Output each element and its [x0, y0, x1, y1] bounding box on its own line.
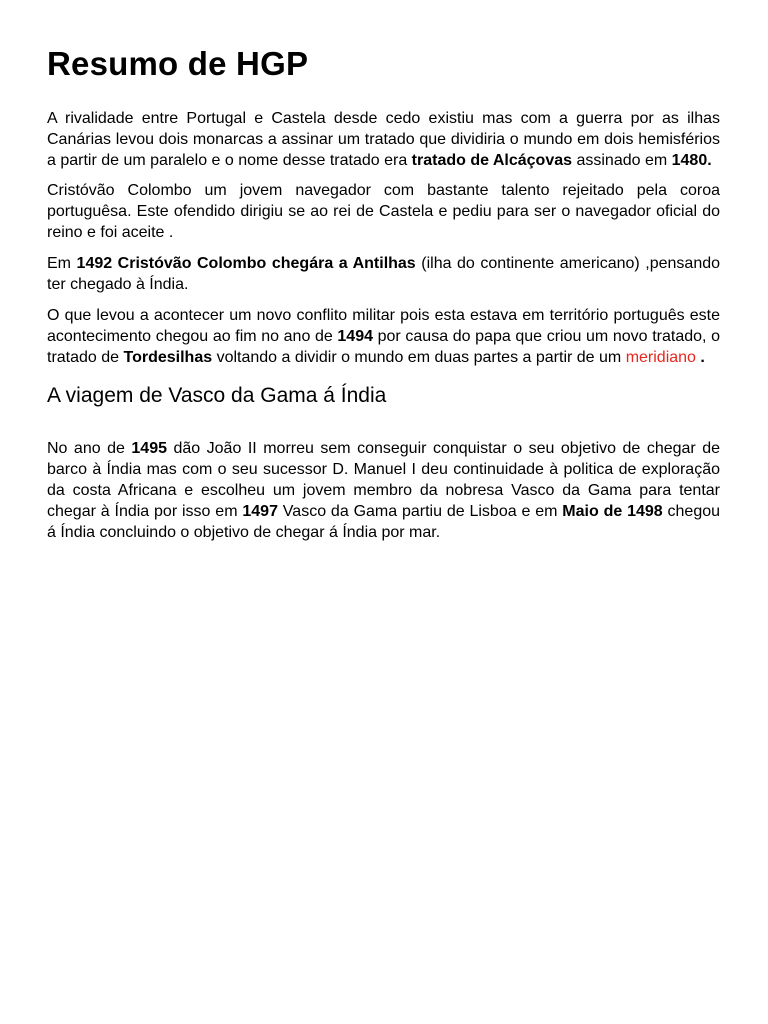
paragraph-text: No ano de [47, 440, 132, 457]
bold-date-maio-1498: Maio de 1498 [562, 503, 663, 520]
paragraph-text: Vasco da Gama partiu de Lisboa e em [277, 503, 563, 520]
paragraph-text: Cristóvão Colombo um jovem navegador com bastante talento rejeitado pela coroa portuguêsa. Este ofendido dirigiu se ao rei de Castela e pediu para ser o navegador oficial do reino e foi aceite . [47, 182, 720, 241]
paragraph-vasco-da-gama [47, 438, 720, 543]
paragraph-tordesilhas [47, 305, 720, 368]
bold-period: . [700, 349, 705, 366]
bold-year-1497: 1497 [242, 503, 278, 520]
paragraph-text: assinado em [572, 152, 672, 169]
bold-year-1480: 1480. [671, 152, 712, 169]
paragraph-text: Em [47, 255, 77, 272]
bold-term-tratado-alcacovas: tratado de Alcáçovas [411, 152, 573, 169]
paragraph-antilhas [47, 253, 720, 295]
bold-term-colombo-antilhas: 1492 Cristóvão Colombo chegára a Antilhas [76, 255, 416, 272]
paragraph-text: voltando a dividir o mundo em duas partes a partir de um [212, 349, 626, 366]
page-title: Resumo de HGP [47, 45, 309, 82]
bold-year-1494: 1494 [337, 328, 373, 345]
bold-year-1495: 1495 [131, 440, 167, 457]
paragraph-alcacovas [47, 108, 720, 171]
paragraph-colombo [47, 180, 720, 243]
paragraph-text: chegou á Índia concluindo o objetivo de chegar á Índia por mar. [47, 503, 721, 541]
document-page [47, 42, 720, 553]
paragraph-text: A rivalidade entre Portugal e Castela desde cedo existiu mas com a guerra por as ilhas Canárias levou dois monarcas a assinar um tratado que dividiria o mundo em dois hemisférios a partir de um paralelo e o nome desse tratado era [47, 110, 720, 169]
bold-term-tordesilhas: Tordesilhas [123, 349, 213, 366]
paragraph-text: O que levou a acontecer um novo conflito militar pois esta estava em território português este acontecimento chegou ao fim no ano de [47, 307, 720, 345]
paragraph-text: dão João II morreu sem conseguir conquistar o seu objetivo de chegar de barco à Índia mas com o seu sucessor D. Manuel I deu continuidade à politica de exploração da costa Africana e escolheu um jovem membro da nobresa Vasco da Gama para tentar chegar à Índia por isso em [47, 440, 721, 520]
paragraph-text: (ilha do continente americano) ,pensando ter chegado à Índia. [47, 255, 721, 293]
highlight-meridiano: meridiano [625, 349, 696, 366]
paragraph-text: por causa do papa que criou um novo tratado, o tratado de [47, 328, 720, 366]
section-heading: A viagem de Vasco da Gama á Índia [47, 384, 387, 407]
